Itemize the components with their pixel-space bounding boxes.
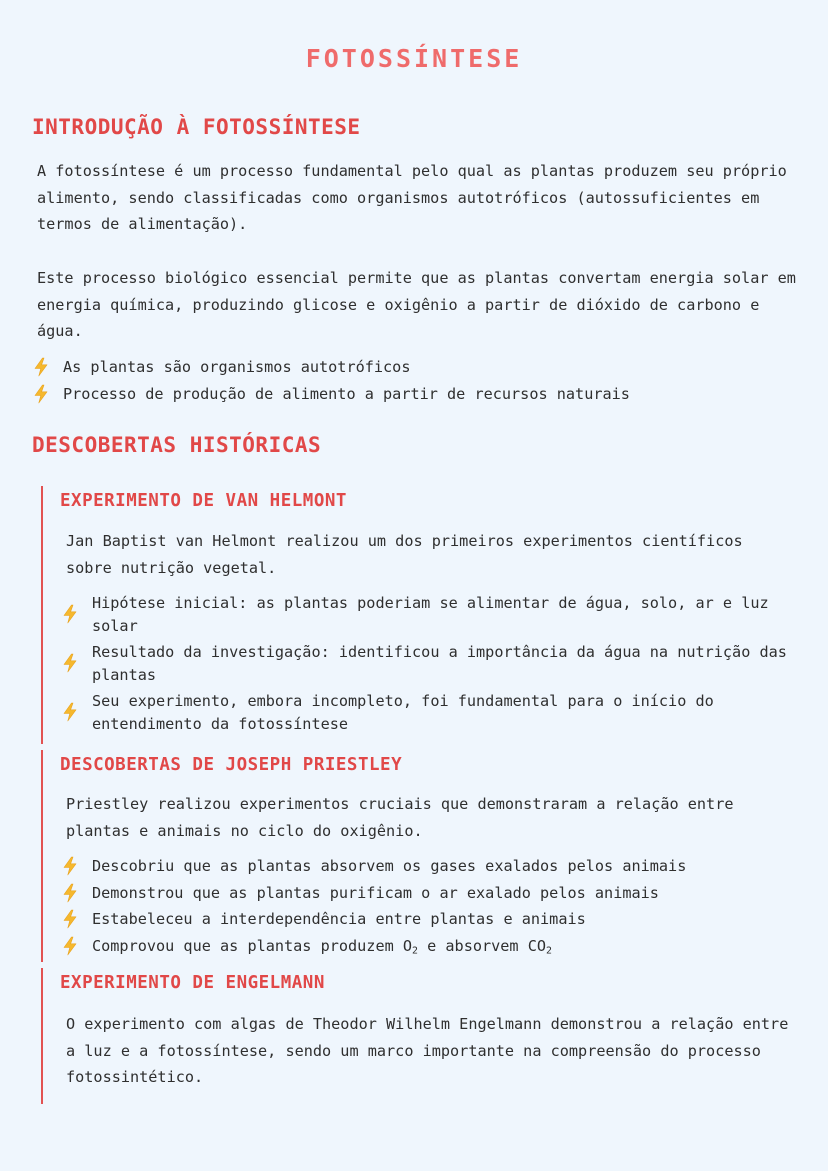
lightning-bolt-icon xyxy=(32,384,50,404)
section-paragraph: Jan Baptist van Helmont realizou um dos primeiros experimentos científicos sobre nutrição vegetal. xyxy=(66,532,743,577)
engelmann-section xyxy=(41,968,813,1104)
list-item xyxy=(61,592,801,637)
lightning-bolt-icon xyxy=(61,702,79,722)
page-title: FOTOSSÍNTESE xyxy=(305,44,523,73)
section-heading: DESCOBERTAS DE JOSEPH PRIESTLEY xyxy=(60,755,403,775)
list-item xyxy=(61,906,801,933)
list-item-text: Processo de produção de alimento a partir de recursos naturais xyxy=(63,384,630,403)
list-item xyxy=(61,641,801,686)
lightning-bolt-icon xyxy=(61,936,79,956)
lightning-bolt-icon xyxy=(61,856,79,876)
lightning-bolt-icon xyxy=(61,883,79,903)
list-item xyxy=(32,354,812,381)
list-item xyxy=(61,933,801,960)
section-bullet-list xyxy=(61,853,801,959)
van-helmont-section xyxy=(41,486,813,744)
list-item-text: Descobriu que as plantas absorvem os gases exalados pelos animais xyxy=(92,857,687,875)
subscript: 2 xyxy=(412,944,418,956)
list-item-text: Seu experimento, embora incompleto, foi fundamental para o início do entendimento da fotossíntese xyxy=(92,692,714,733)
history-heading: DESCOBERTAS HISTÓRICAS xyxy=(32,433,322,457)
section-paragraph: Priestley realizou experimentos cruciais que demonstraram a relação entre plantas e animais no ciclo do oxigênio. xyxy=(66,795,734,840)
intro-heading: INTRODUÇÃO À FOTOSSÍNTESE xyxy=(32,115,361,139)
lightning-bolt-icon xyxy=(32,357,50,377)
section-heading: EXPERIMENTO DE ENGELMANN xyxy=(60,973,325,993)
lightning-bolt-icon xyxy=(61,653,79,673)
list-item xyxy=(61,690,801,735)
list-item xyxy=(61,880,801,907)
list-item-text: Demonstrou que as plantas purificam o ar exalado pelos animais xyxy=(92,883,659,902)
section-paragraph: O experimento com algas de Theodor Wilhelm Engelmann demonstrou a relação entre a luz e a fotossíntese, sendo um marco importante na compreensão do processo fotossintético. xyxy=(66,1015,789,1086)
intro-paragraph-1: A fotossíntese é um processo fundamental pelo qual as plantas produzem seu próprio alimento, sendo classificadas como organismos autotróficos (autossuficientes em termos de alimentação). xyxy=(37,162,787,233)
list-item-text: As plantas são organismos autotróficos xyxy=(63,358,411,376)
list-item xyxy=(32,381,812,408)
list-item-text: Estabeleceu a interdependência entre plantas e animais xyxy=(92,910,586,928)
intro-bullet-list xyxy=(32,354,812,407)
lightning-bolt-icon xyxy=(61,909,79,929)
lightning-bolt-icon xyxy=(61,604,79,624)
section-bullet-list xyxy=(61,592,801,739)
section-heading: EXPERIMENTO DE VAN HELMONT xyxy=(60,491,347,511)
subscript: 2 xyxy=(546,944,552,956)
list-item xyxy=(61,853,801,880)
intro-paragraph-2: Este processo biológico essencial permite que as plantas convertam energia solar em energia química, produzindo glicose e oxigênio a partir de dióxido de carbono e água. xyxy=(37,269,796,340)
priestley-section xyxy=(41,750,813,962)
list-item-text: Resultado da investigação: identificou a importância da água na nutrição das plantas xyxy=(92,643,787,684)
list-item-text: Hipótese inicial: as plantas poderiam se alimentar de água, solo, ar e luz solar xyxy=(92,594,769,635)
list-item-text: Comprovou que as plantas produzem $O_2$ e absorvem $CO_2$ xyxy=(92,936,552,956)
